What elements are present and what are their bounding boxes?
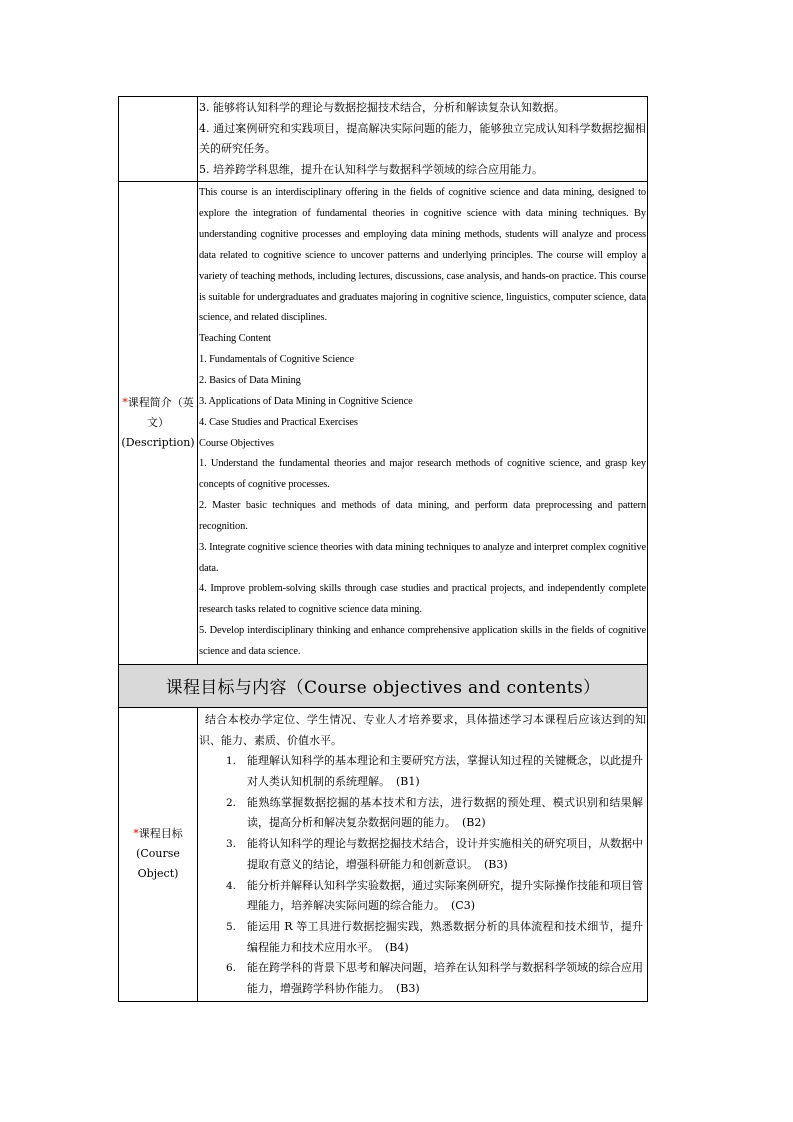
objective-item: 5. 培养跨学科思维，提升在认知科学与数据科学领域的综合应用能力。 bbox=[199, 162, 543, 176]
course-object-row bbox=[119, 707, 648, 1001]
section-header-row bbox=[119, 664, 648, 707]
course-syllabus-table bbox=[118, 96, 648, 1002]
list-item bbox=[199, 793, 646, 834]
course-objective-item: 1. Understand the fundamental theories and major research methods of cognitive science, and grasp key concepts of cognitive processes. bbox=[199, 458, 646, 491]
list-item bbox=[199, 958, 646, 999]
course-objective-item: 3. Integrate cognitive science theories with data mining techniques to analyze and interpret complex cognitive data. bbox=[199, 541, 646, 574]
objective-item: 3. 能够将认知科学的理论与数据挖掘技术结合，分析和解读复杂认知数据。 bbox=[199, 101, 565, 114]
description-label-zh: 课程简介（英文） bbox=[127, 396, 194, 430]
item-code: (B3) bbox=[396, 982, 420, 996]
item-text: 能理解认知科学的基本理论和主要研究方法，掌握认知过程的关键概念，以此提升对人类认知机制的系统理解。 bbox=[247, 754, 643, 789]
description-label bbox=[119, 182, 198, 664]
item-number: 1. bbox=[225, 755, 236, 768]
required-mark: * bbox=[122, 396, 128, 410]
course-object-intro-text: 结合本校办学定位、学生情况、专业人才培养要求，具体描述学习本课程后应该达到的知识、能力、素质、价值水平。 bbox=[199, 712, 646, 747]
course-objectives-title: Course Objectives bbox=[199, 437, 274, 449]
item-number: 5. bbox=[225, 921, 236, 933]
course-object-label bbox=[119, 707, 198, 1001]
list-item bbox=[199, 917, 646, 958]
item-text: 能运用 R 等工具进行数据挖掘实践，熟悉数据分析的具体流程和技术细节，提升编程能力和技术应用水平。 bbox=[247, 920, 643, 954]
description-label-en: (Description) bbox=[121, 436, 195, 450]
course-object-list bbox=[199, 751, 646, 999]
list-item bbox=[199, 834, 646, 875]
item-code: (C3) bbox=[451, 899, 475, 913]
course-object-cell bbox=[198, 707, 648, 1001]
teaching-item: 1. Fundamentals of Cognitive Science bbox=[199, 354, 354, 366]
item-number: 6. bbox=[225, 962, 236, 975]
objective-item: 4. 通过案例研究和实践项目，提高解决实际问题的能力，能够独立完成认知科学数据挖掘相关的研究任务。 bbox=[199, 121, 646, 156]
item-code: (B1) bbox=[396, 775, 420, 789]
item-code: (B4) bbox=[385, 940, 409, 954]
course-objective-item: 2. Master basic techniques and methods of data mining, and perform data preprocessing and pattern recognition. bbox=[199, 500, 646, 532]
required-mark: * bbox=[133, 827, 139, 841]
objectives-continued-cell bbox=[198, 97, 648, 182]
item-text: 能分析并解释认知科学实验数据，通过实际案例研究，提升实际操作技能和项目管理能力，培养解决实际问题的综合能力。 bbox=[247, 878, 643, 913]
description-intro: This course is an interdisciplinary offering in the fields of cognitive science and data mining, designed to explore the integration of fundamental theories in cognitive science with data mining techniques. By understanding cognitive processes and employing data mining methods, students will analyze and process data related to cognitive science to uncover patterns and underlying principles. The course will employ a variety of teaching methods, including lectures, discussions, case analysis, and hands-on practice. This course is suitable for undergraduates and graduates majoring in cognitive science, linguistics, computer science, data science, and related disciplines. bbox=[199, 187, 646, 324]
item-number: 3. bbox=[225, 838, 236, 851]
objectives-continued-row bbox=[119, 97, 648, 182]
section-header: 课程目标与内容（Course objectives and contents） bbox=[119, 664, 648, 707]
course-object-intro bbox=[199, 709, 646, 752]
course-object-label-en: (Course Object) bbox=[136, 847, 180, 881]
teaching-item: 2. Basics of Data Mining bbox=[199, 374, 301, 386]
teaching-item: 4. Case Studies and Practical Exercises bbox=[199, 416, 358, 428]
item-text: 能熟练掌握数据挖掘的基本技术和方法，进行数据的预处理、模式识别和结果解读，提高分析和解决复杂数据问题的能力。 bbox=[247, 795, 643, 830]
course-objective-item: 4. Improve problem-solving skills through case studies and practical projects, and independently complete research tasks related to cognitive science data mining. bbox=[199, 583, 646, 616]
description-cell bbox=[198, 182, 648, 664]
teaching-item: 3. Applications of Data Mining in Cognitive Science bbox=[199, 395, 413, 407]
item-code: (B3) bbox=[484, 857, 508, 871]
item-number: 2. bbox=[225, 796, 236, 809]
item-text: 能将认知科学的理论与数据挖掘技术结合，设计并实施相关的研究项目，从数据中提取有意义的结论，增强科研能力和创新意识。 bbox=[247, 837, 643, 871]
empty-label-cell bbox=[119, 97, 198, 182]
course-object-label-zh: 课程目标 bbox=[138, 827, 183, 841]
teaching-content-title: Teaching Content bbox=[199, 333, 271, 345]
description-row bbox=[119, 182, 648, 664]
item-text: 能在跨学科的背景下思考和解决问题，培养在认知科学与数据科学领域的综合应用能力，增强跨学科协作能力。 bbox=[247, 961, 643, 996]
item-number: 4. bbox=[225, 879, 236, 892]
list-item bbox=[199, 876, 646, 917]
item-code: (B2) bbox=[462, 816, 486, 830]
list-item bbox=[199, 751, 646, 792]
course-objective-item: 5. Develop interdisciplinary thinking and enhance comprehensive application skills in the fields of cognitive science and data science. bbox=[199, 625, 646, 657]
